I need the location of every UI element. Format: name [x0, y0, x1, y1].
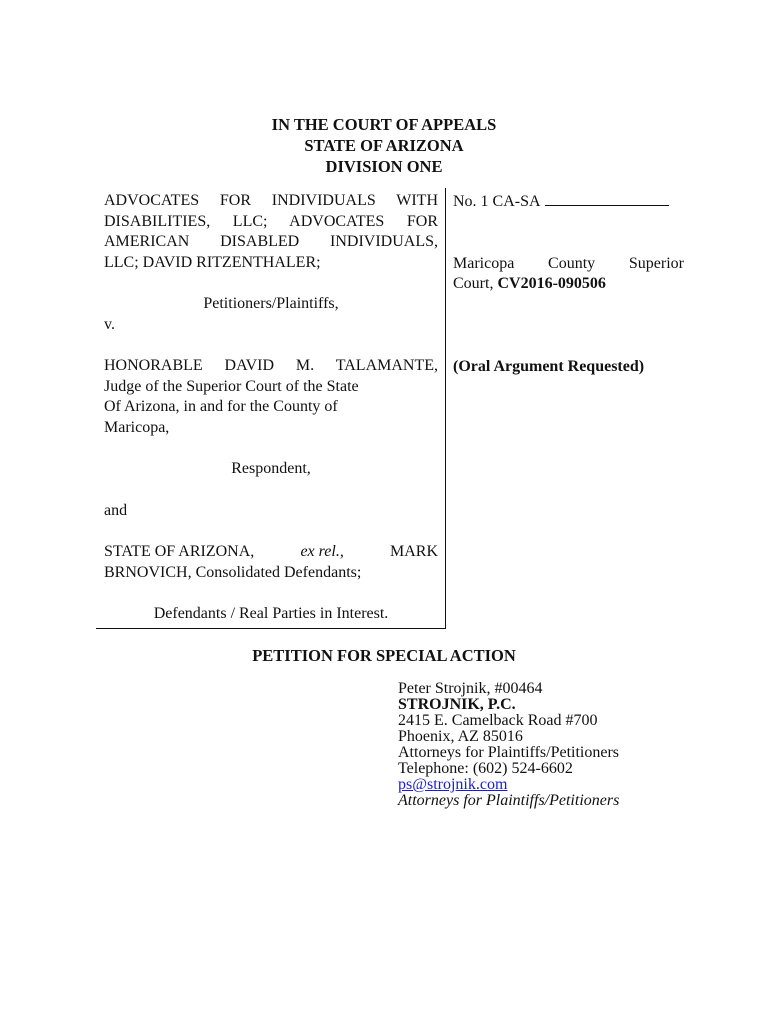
case-number-line	[453, 191, 684, 213]
defendants-mark: MARK	[389, 543, 438, 560]
defendants-line-2: BRNOVICH, Consolidated Defendants;	[104, 563, 362, 581]
defendants-state: STATE OF ARIZONA,	[104, 543, 255, 560]
defendants-ex-rel: ex rel.,	[300, 543, 344, 560]
petitioners-role: Petitioners/Plaintiffs,	[203, 295, 339, 312]
respondent-line-4: Maricopa,	[104, 418, 170, 436]
respondent-line-3: Of Arizona, in and for the County of	[104, 398, 338, 415]
attorney-role: Attorneys for Plaintiffs/Petitioners	[398, 744, 620, 761]
superior-court-line-2	[453, 274, 684, 295]
petitioners-line-1: ADVOCATES FOR INDIVIDUALS WITH	[104, 192, 438, 209]
attorney-name: Peter Strojnik, #00464	[398, 680, 543, 697]
petitioners-line-2: DISABILITIES, LLC; ADVOCATES FOR	[104, 212, 438, 230]
caption-vertical-divider	[445, 188, 446, 629]
respondent-line-1: HONORABLE DAVID M. TALAMANTE,	[104, 357, 438, 374]
case-caption-parties	[104, 191, 438, 625]
oral-argument-requested: (Oral Argument Requested)	[453, 357, 645, 375]
defendants-role: Defendants / Real Parties in Interest.	[153, 605, 389, 622]
petitioners-line-3: AMERICAN DISABLED INDIVIDUALS,	[104, 233, 438, 250]
attorney-block	[398, 681, 738, 809]
case-number-blank	[545, 191, 669, 206]
respondent-line-2: Judge of the Superior Court of the State	[104, 377, 359, 395]
court-header	[0, 114, 768, 177]
and-label: and	[104, 501, 128, 519]
attorney-address-1: 2415 E. Camelback Road #700	[398, 712, 598, 729]
document-title: PETITION FOR SPECIAL ACTION	[252, 646, 516, 665]
defendants-line-1	[104, 542, 438, 563]
attorney-firm: STROJNIK, P.C.	[398, 696, 516, 713]
case-caption-info	[453, 191, 684, 377]
respondent-role: Respondent,	[231, 460, 311, 477]
attorney-address-2: Phoenix, AZ 85016	[398, 728, 523, 745]
attorney-role-italic: Attorneys for Plaintiffs/Petitioners	[398, 792, 620, 809]
versus: v.	[104, 315, 115, 333]
attorney-telephone: Telephone: (602) 524-6602	[398, 760, 573, 777]
superior-court-case-number: CV2016-090506	[497, 275, 606, 292]
superior-court-prefix: Court,	[453, 275, 494, 292]
court-division: DIVISION ONE	[325, 157, 443, 176]
caption-horizontal-divider	[96, 628, 446, 629]
case-number-label: No. 1 CA-SA	[453, 193, 541, 210]
petitioners-line-4: LLC; DAVID RITZENTHALER;	[104, 253, 321, 271]
attorney-email-link[interactable]: ps@strojnik.com	[398, 776, 508, 793]
superior-court-line-1: Maricopa County Superior	[453, 254, 684, 272]
court-state: STATE OF ARIZONA	[304, 136, 464, 155]
court-name: IN THE COURT OF APPEALS	[271, 115, 497, 134]
